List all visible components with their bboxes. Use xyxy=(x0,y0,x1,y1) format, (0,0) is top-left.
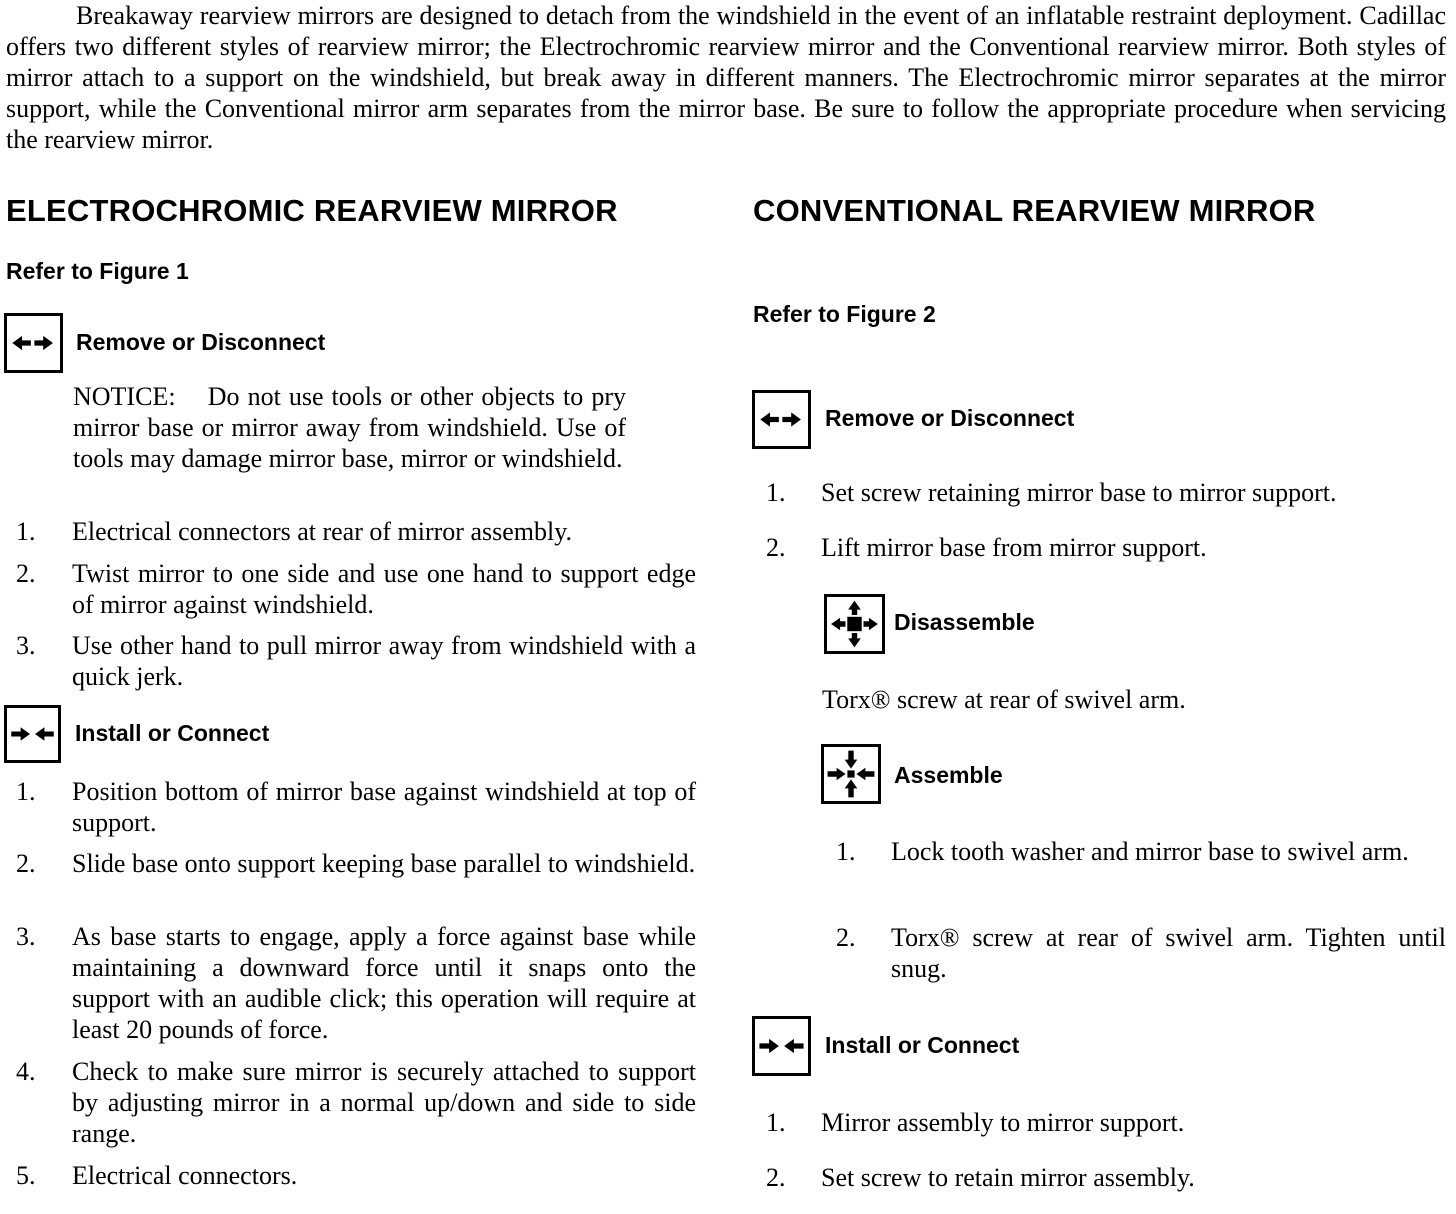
notice-text: Do not use tools or other objects to pry mirror base or mirror away from windshield. Use of tools may damage mirror base, mirror or windshield. xyxy=(73,382,626,473)
step-number: 3. xyxy=(16,631,36,660)
step-number: 2. xyxy=(16,849,36,878)
step-number: 4. xyxy=(16,1057,36,1086)
step-text: Torx® screw at rear of swivel arm. Tighten until snug. xyxy=(891,923,1446,983)
step-number: 2. xyxy=(766,533,786,562)
step-text: As base starts to engage, apply a force against base while maintaining a downward force until it snaps onto the support with an audible click; this operation will require at least 20 pounds of force. xyxy=(72,922,696,1044)
install-connect-icon xyxy=(4,705,61,763)
step-number: 2. xyxy=(836,923,856,952)
step-number: 2. xyxy=(16,559,36,588)
step-number: 1. xyxy=(16,777,36,806)
step-number: 1. xyxy=(836,837,856,866)
left-remove-heading: Remove or Disconnect xyxy=(76,329,326,355)
assemble-heading: Assemble xyxy=(894,762,1003,788)
remove-disconnect-icon xyxy=(4,313,63,373)
step-text: Electrical connectors at rear of mirror assembly. xyxy=(72,517,573,546)
step-text: Twist mirror to one side and use one hand to support edge of mirror against windshield. xyxy=(72,559,696,619)
step-number: 3. xyxy=(16,922,36,951)
assemble-icon xyxy=(821,744,881,804)
step-text: Check to make sure mirror is securely attached to support by adjusting mirror in a normal up/down and side to side range. xyxy=(72,1057,696,1148)
step-text: Electrical connectors. xyxy=(72,1161,298,1190)
install-connect-icon xyxy=(752,1016,811,1076)
notice-label: NOTICE: xyxy=(73,382,176,411)
step-text: Slide base onto support keeping base parallel to windshield. xyxy=(72,849,696,878)
step-number: 5. xyxy=(16,1161,36,1190)
step-text: Set screw to retain mirror assembly. xyxy=(821,1163,1195,1192)
step-text: Mirror assembly to mirror support. xyxy=(821,1108,1185,1137)
disassemble-icon xyxy=(824,594,885,654)
step-number: 2. xyxy=(766,1163,786,1192)
step-text: Use other hand to pull mirror away from windshield with a quick jerk. xyxy=(72,631,696,691)
electrochromic-section-title: ELECTROCHROMIC REARVIEW MIRROR xyxy=(6,193,618,228)
notice-paragraph xyxy=(73,381,626,474)
step-number: 1. xyxy=(16,517,36,546)
right-refer-figure: Refer to Figure 2 xyxy=(753,301,936,327)
step-number: 1. xyxy=(766,478,786,507)
step-text: Position bottom of mirror base against windshield at top of support. xyxy=(72,777,696,837)
remove-disconnect-icon xyxy=(752,390,811,449)
disassemble-heading: Disassemble xyxy=(894,609,1035,635)
right-remove-heading: Remove or Disconnect xyxy=(825,405,1075,431)
conventional-section-title: CONVENTIONAL REARVIEW MIRROR xyxy=(753,193,1316,228)
step-text: Lock tooth washer and mirror base to swivel arm. xyxy=(891,837,1409,866)
disassemble-text: Torx® screw at rear of swivel arm. xyxy=(822,685,1186,714)
left-refer-figure: Refer to Figure 1 xyxy=(6,258,189,284)
left-install-heading: Install or Connect xyxy=(75,720,270,746)
right-install-heading: Install or Connect xyxy=(825,1032,1020,1058)
step-text: Set screw retaining mirror base to mirror support. xyxy=(821,478,1337,507)
intro-paragraph: Breakaway rearview mirrors are designed to detach from the windshield in the event of an inflatable restraint deployment. Cadillac offers two different styles of rearview mirror; the Electrochromic rearview mirror and the Conventional rearview mirror. Both styles of mirror attach to a support on the windshield, but break away in different manners. The Electrochromic mirror separates at the mirror support, while the Conventional mirror arm separates from the mirror base. Be sure to follow the appropriate procedure when servicing the rearview mirror. xyxy=(6,1,1446,154)
step-number: 1. xyxy=(766,1108,786,1137)
step-text: Lift mirror base from mirror support. xyxy=(821,533,1207,562)
